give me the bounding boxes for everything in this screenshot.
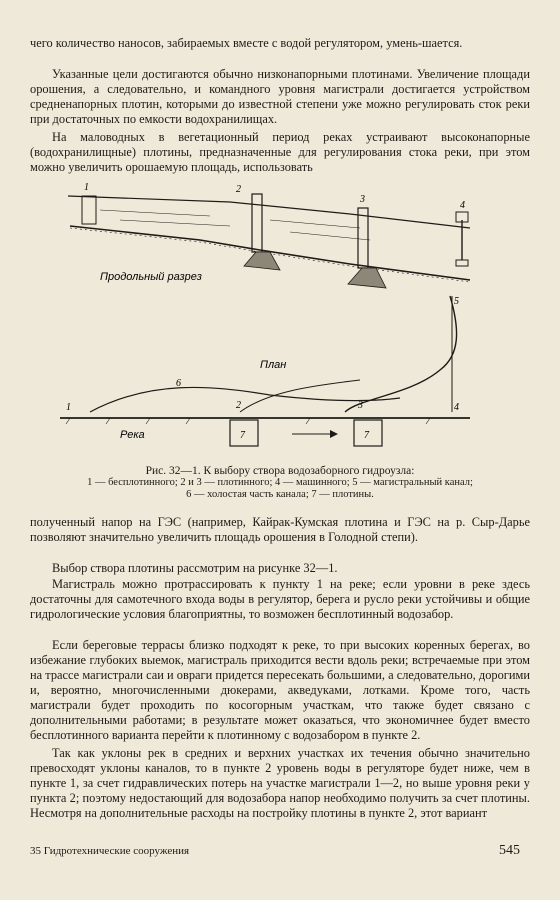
plan-marker-5: 5 — [454, 296, 459, 307]
caption-line-1: 1 — бесплотинного; 2 и 3 — плотинного; 4 — машинного; 5 — магистральный канал; — [87, 477, 473, 488]
plan-marker-4: 4 — [454, 402, 459, 413]
paragraph-point-1: Магистраль можно протрассировать к пункту 1 на реке; если уровни в реке здесь достаточны для самотечного входа воды в регулятор, берега и русло реки устойчивы и общие гидрологические условия благоприятны, то возможен бесплотинный водозабор. — [30, 577, 530, 621]
paragraph-hydro: полученный напор на ГЭС (например, Кайрак-Кумская плотина и ГЭС на р. Сыр-Дарье позволяют значительно увеличить площадь орошения в Голодной степи). — [30, 515, 530, 544]
plan-marker-2: 2 — [236, 400, 241, 411]
caption-line-2: 6 — холостая часть канала; 7 — плотины. — [186, 489, 374, 500]
canal-branch-2 — [240, 380, 360, 412]
pump-4-intake — [456, 260, 468, 266]
dam-3-foundation — [348, 268, 386, 288]
canal-intake-1 — [82, 196, 96, 224]
figure-32-1 — [30, 180, 530, 510]
page-footer — [30, 843, 520, 859]
dam-7-right-label: 7 — [364, 430, 369, 441]
plan-label: План — [260, 359, 287, 371]
page-number: 545 — [499, 843, 520, 858]
plan-marker-3: 3 — [358, 400, 363, 411]
main-canal-5 — [345, 296, 457, 412]
plan-marker-6: 6 — [176, 378, 181, 389]
paragraph-slopes: Так как уклоны рек в средних и верхних участках их течения обычно значительно превосходят уклоны каналов, то в пункте 2 уровень воды в регуляторе будет ниже, чем в пункте 1, за счет гидравлических потерь на участке магистрали 1—2, но выше уровня реки у пункта 2; поэтому недостающий для водозабора напор необходимо получить за счет плотины. Несмотря на дополнительные расходы на постройку плотины в пункте 2, этот вариант — [30, 746, 530, 820]
paragraph-low-dams: Указанные цели достигаются обычно низконапорными плотинами. Увеличение площади орошения, а следовательно, и командного уровня магистрали достигается устройством средненапорных плотин, которыми до известной степени уже можно регулировать сток реки при достаточных по емкости водохранилищах. — [30, 67, 530, 126]
flow-arrow-head — [330, 430, 338, 438]
dam-7-left-label: 7 — [240, 430, 245, 441]
dam-2-foundation — [244, 252, 280, 270]
caption-title: Рис. 32—1. К выбору створа водозаборного гидроузла: — [145, 465, 415, 477]
plan-marker-1: 1 — [66, 402, 71, 413]
paragraph-high-dams: На маловодных в вегетационный период реках устраивают высоконапорные (водохранилищные) плотины, предназначенные для регулирования стока реки, при этом можно увеличить орошаемую площадь, использовать — [30, 130, 530, 174]
footer-section: 35 Гидротехнические сооружения — [30, 845, 190, 857]
marker-1: 1 — [84, 182, 89, 193]
marker-4: 4 — [460, 200, 465, 211]
water-surface-line — [68, 196, 470, 228]
marker-2: 2 — [236, 184, 241, 195]
paragraph-terraces: Если береговые террасы близко подходят к реке, то при высоких коренных берегах, во избежание глубоких выемок, магистраль приходится вести вдоль реки; встречаемые при этом на трассе магистрали саи и овраги придется пересекать большими, а следовательно, дорогими и, вероятно, многочисленными дюкерами, акведуками, лотками. Кроме того, часть магистрали будет проходить по косогорным участкам, что также будет связано с дополнительными работами; в результате может оказаться, что экономичнее будет вместо бесплотинного варианта перейти к плотинному с водозабором в пункте 2. — [30, 638, 530, 742]
marker-3: 3 — [360, 194, 365, 205]
figure-caption — [30, 465, 530, 501]
paragraph-choice: Выбор створа плотины рассмотрим на рисунке 32—1. — [52, 561, 338, 575]
dam-2-section — [252, 194, 262, 252]
figure-drawing — [30, 180, 530, 450]
dam-3-section — [358, 208, 368, 268]
paragraph-intro: чего количество наносов, забираемых вместе с водой регулятором, умень-шается. — [30, 36, 463, 50]
river-label: Река — [120, 429, 145, 441]
section-label: Продольный разрез — [100, 271, 202, 283]
